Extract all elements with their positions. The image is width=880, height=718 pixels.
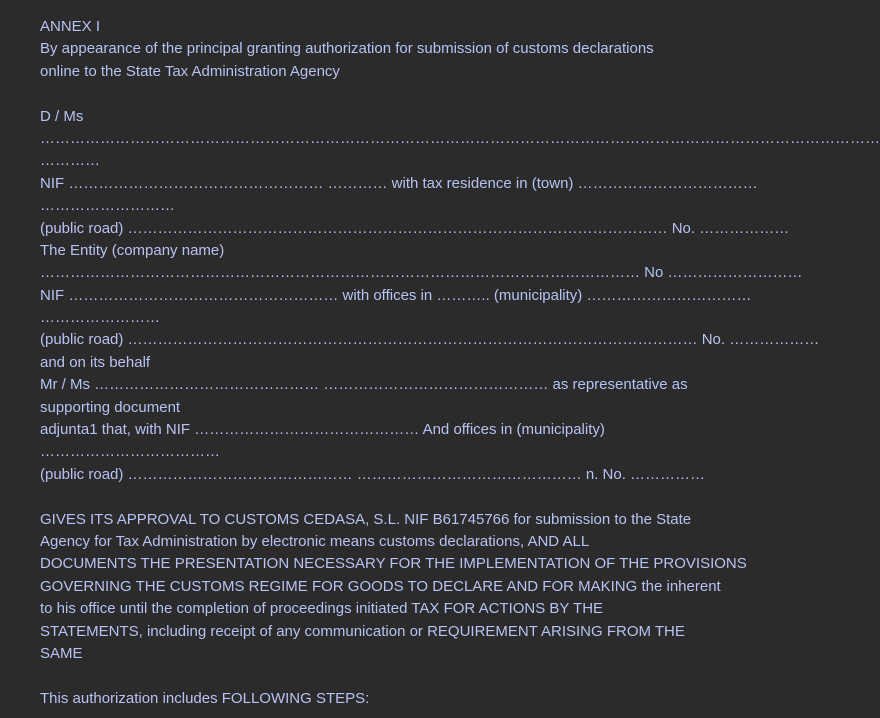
form-line: ………………………………………………………………………………………………………… No ……………………… — [40, 264, 803, 282]
spacer — [40, 83, 752, 105]
form-line: supporting document — [40, 398, 181, 416]
form-line: (public road) …………………………………………………………………………………………………… No. ……………… — [40, 331, 820, 349]
approval-line: Agency for Tax Administration by electronic means customs declarations, AND ALL — [40, 532, 590, 550]
form-line: ……………………… — [40, 197, 175, 215]
approval-line: SAME — [40, 644, 83, 662]
form-line: …………………………………………………………………………………………………………………………………………………… — [40, 129, 880, 147]
approval-line: to his office until the completion of proceedings initiated TAX FOR ACTIONS BY THE — [40, 600, 604, 618]
form-line: NIF ……………………………………………… with offices in ……….. (municipality) …………………………… — [40, 286, 752, 304]
annex-title: ANNEX I — [40, 18, 101, 35]
form-line: The Entity (company name) — [40, 241, 225, 259]
approval-line: GIVES ITS APPROVAL TO CUSTOMS CEDASA, S.L. NIF B61745766 for submission to the State — [40, 510, 692, 528]
form-line: NIF …………………………………………… ………… with tax residence in (town) ……………………………… — [40, 174, 758, 192]
annex-subtitle-line: online to the State Tax Administration Agency — [40, 62, 340, 80]
spacer — [40, 486, 752, 508]
steps-intro: This authorization includes FOLLOWING STEPS: — [40, 689, 370, 707]
approval-line: DOCUMENTS THE PRESENTATION NECESSARY FOR THE IMPLEMENTATION OF THE PROVISIONS — [40, 555, 747, 573]
form-line: D / Ms — [40, 107, 84, 125]
form-line: …………………… — [40, 309, 160, 327]
form-line: adjunta1 that, with NIF ……………………………………… And offices in (municipality) — [40, 421, 605, 439]
approval-paragraph — [40, 509, 752, 666]
authorization-form — [40, 106, 880, 487]
form-line: (public road) ……………………………………………………………………………………………… No. ……………… — [40, 219, 790, 237]
approval-line: STATEMENTS, including receipt of any communication or REQUIREMENT ARISING FROM THE — [40, 622, 685, 640]
form-line: ……………………………… — [40, 443, 220, 461]
form-line: and on its behalf — [40, 353, 151, 371]
form-line: (public road) ……………………………………… ……………………………………… n. No. …………… — [40, 465, 706, 483]
form-line: ………… — [40, 152, 100, 170]
spacer — [40, 665, 752, 687]
annex-subtitle-line: By appearance of the principal granting authorization for submission of customs declarations — [40, 40, 654, 58]
approval-line: GOVERNING THE CUSTOMS REGIME FOR GOODS TO DECLARE AND FOR MAKING the inherent — [40, 577, 721, 595]
document-body — [40, 16, 880, 710]
form-line: Mr / Ms ……………………………………… ……………………………………… as representative as — [40, 376, 688, 394]
